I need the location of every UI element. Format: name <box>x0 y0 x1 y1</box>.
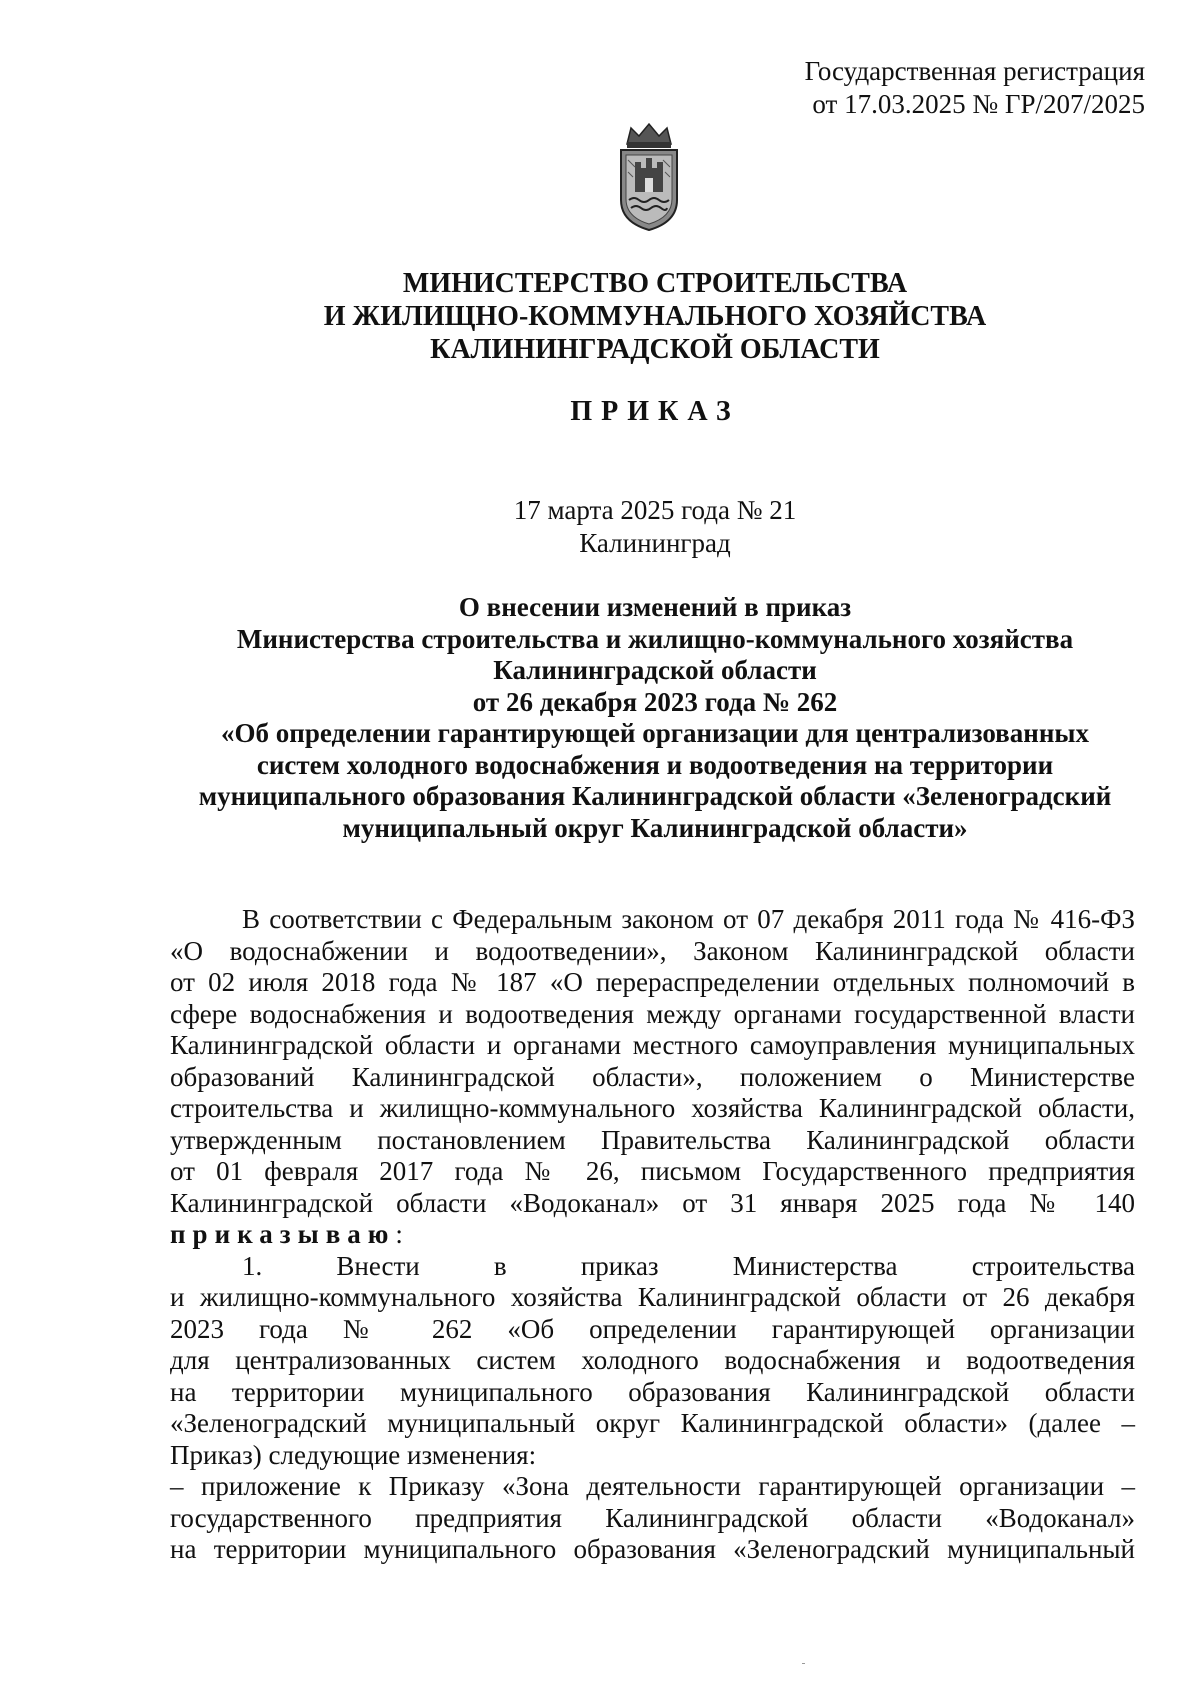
coat-of-arms-icon <box>615 122 683 232</box>
body-line: на территории муниципального образования «Зеленоградский муниципальный <box>170 1534 1135 1564</box>
order-verb-line <box>170 1219 1135 1251</box>
registration-stamp <box>805 55 1145 121</box>
body-line: Калининградской области и органами местного самоуправления муниципальных <box>170 1030 1135 1060</box>
subject-line-8: муниципальный округ Калининградской области» <box>342 812 968 843</box>
order-date-place <box>0 494 1200 560</box>
order-verb: приказываю <box>170 1219 396 1249</box>
order-heading: ПРИКАЗ <box>570 396 740 427</box>
subject-line-6: систем холодного водоснабжения и водоотведения на территории <box>256 749 1054 780</box>
subject-line-4: от 26 декабря 2023 года № 262 <box>472 686 838 717</box>
order-place: Калининград <box>579 528 731 558</box>
body-line: на территории муниципального образования Калининградской области <box>170 1376 1135 1407</box>
body-line: строительства и жилищно-коммунального хозяйства Калининградской области, <box>170 1093 1135 1123</box>
body-line: Приказ) следующие изменения: <box>170 1439 537 1470</box>
body-line: «О водоснабжении и водоотведении», Законом Калининградской области <box>170 935 1135 966</box>
body-line: 2023 года № 262 «Об определении гарантирующей организации <box>170 1313 1135 1344</box>
registration-line-1: Государственная регистрация <box>804 56 1145 86</box>
ministry-title-line-2: И ЖИЛИЩНО-КОММУНАЛЬНОГО ХОЗЯЙСТВА <box>323 301 987 332</box>
body-line: государственного предприятия Калининградской области «Водоканал» <box>170 1502 1135 1533</box>
subject-line-3: Калининградской области <box>493 655 817 685</box>
order-verb-colon: : <box>395 1219 403 1249</box>
body-line: и жилищно-коммунального хозяйства Калининградской области от 26 декабря <box>170 1282 1135 1312</box>
ministry-title <box>0 267 1200 366</box>
subject-line-5: «Об определении гарантирующей организации для централизованных <box>221 718 1089 748</box>
body-line: утвержденным постановлением Правительства Калининградской области <box>170 1124 1135 1155</box>
body-line: «Зеленоградский муниципальный округ Калининградской области» (далее – <box>170 1408 1135 1438</box>
registration-line-2: от 17.03.2025 № ГР/207/2025 <box>812 89 1145 119</box>
body-line: от 02 июля 2018 года № 187 «О перераспределении отдельных полномочий в <box>170 967 1135 997</box>
body-line: для централизованных систем холодного водоснабжения и водоотведения <box>170 1345 1135 1375</box>
subject-line-7: муниципального образования Калининградской области «Зеленоградский <box>198 781 1112 811</box>
body-line: Калининградской области «Водоканал» от 31 января 2025 года № 140 <box>170 1187 1135 1218</box>
order-subject <box>0 592 1200 844</box>
body-line: – приложение к Приказу «Зона деятельности гарантирующей организации – <box>170 1471 1135 1501</box>
order-body <box>170 904 1135 1566</box>
body-line: В соответствии с Федеральным законом от 07 декабря 2011 года № 416-ФЗ <box>242 904 1135 934</box>
subject-line-2: Министерства строительства и жилищно-коммунального хозяйства <box>236 623 1074 654</box>
order-date-number: 17 марта 2025 года № 21 <box>513 495 797 525</box>
ministry-title-line-3: КАЛИНИНГРАДСКОЙ ОБЛАСТИ <box>430 334 880 365</box>
scan-mark <box>802 1663 805 1664</box>
subject-line-1: О внесении изменений в приказ <box>458 592 852 622</box>
body-line: от 01 февраля 2017 года № 26, письмом Государственного предприятия <box>170 1156 1135 1186</box>
body-line: сфере водоснабжения и водоотведения между органами государственной власти <box>170 998 1135 1029</box>
body-line: образований Калининградской области», положением о Министерстве <box>170 1061 1135 1092</box>
body-line: 1. Внести в приказ Министерства строительства <box>242 1250 1135 1281</box>
ministry-title-line-1: МИНИСТЕРСТВО СТРОИТЕЛЬСТВА <box>402 268 908 299</box>
